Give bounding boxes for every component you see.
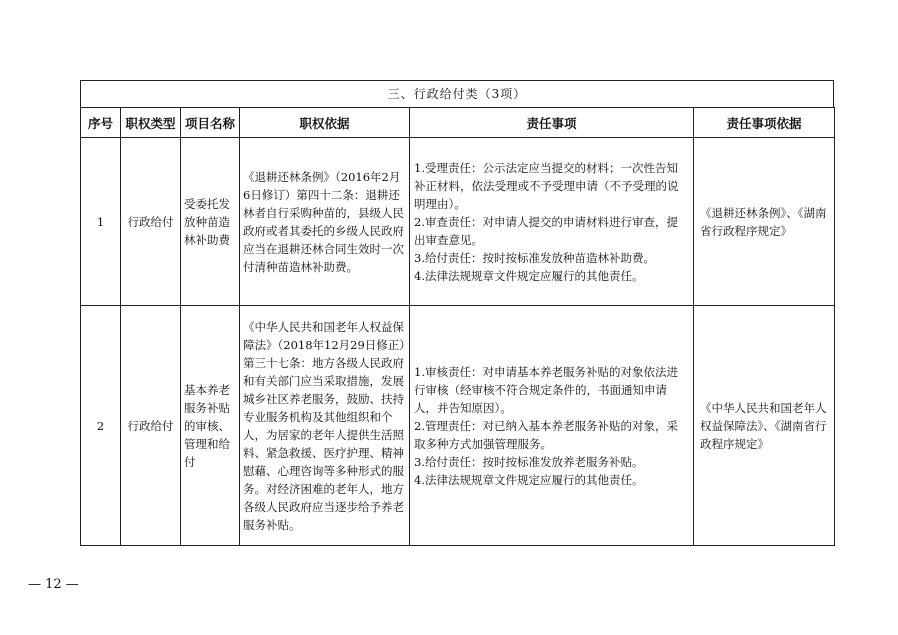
duty-item: 4.法律法规规章文件规定应履行的其他责任。	[414, 472, 644, 487]
row-name: 基本养老服务补贴的审核、管理和给付	[181, 306, 240, 546]
duty-list-sheet	[80, 80, 834, 546]
header-seq: 序号	[81, 108, 121, 138]
row-type: 行政给付	[121, 138, 181, 306]
row-duty-basis: 《中华人民共和国老年人权益保障法》、《湖南省行政程序规定》	[694, 306, 835, 546]
duty-table	[80, 107, 835, 546]
row-name: 受委托发放种苗造林补助费	[181, 138, 240, 306]
duty-item: 1.受理责任：公示法定应当提交的材料；一次性告知补正材料，依法受理或不予受理申请（不予受理的说明理由）。	[414, 160, 679, 211]
header-name: 项目名称	[181, 108, 240, 138]
duty-item: 3.给付责任：按时按标准发放养老服务补贴。	[414, 454, 644, 469]
row-duty-basis: 《退耕还林条例》、《湖南省行政程序规定》	[694, 138, 835, 306]
duty-item: 4.法律法规规章文件规定应履行的其他责任。	[414, 268, 644, 283]
header-row	[81, 108, 835, 138]
row-duties	[410, 306, 694, 546]
duty-item: 2.审查责任：对申请人提交的申请材料进行审查，提出审查意见。	[414, 214, 678, 247]
row-seq: 1	[81, 138, 121, 306]
section-title: 三、行政给付类（3项）	[80, 80, 834, 107]
header-type: 职权类型	[121, 108, 181, 138]
row-basis: 《中华人民共和国老年人权益保障法》（2018年12月29日修正）第三十七条：地方各级人民政府和有关部门应当采取措施，发展城乡社区养老服务，鼓励、扶持专业服务机构及其他组织和个人，为居家的老年人提供生活照料、紧急救援、医疗护理、精神慰藉、心理咨询等多种形式的服务。对经济困难的老年人，地方各级人民政府应当逐步给予养老服务补贴。	[240, 306, 410, 546]
page-number: — 12 —	[28, 577, 79, 592]
row-type: 行政给付	[121, 306, 181, 546]
header-basis: 职权依据	[240, 108, 410, 138]
duty-item: 3.给付责任：按时按标准发放种苗造林补助费。	[414, 250, 655, 265]
duty-item: 1.审核责任：对申请基本养老服务补贴的对象依法进行审核（经审核不符合规定条件的，书面通知申请人，并告知原因）。	[414, 364, 678, 415]
table-row	[81, 306, 835, 546]
duty-item: 2.管理责任：对已纳入基本养老服务补贴的对象，采取多种方式加强管理服务。	[414, 418, 678, 451]
row-duties	[410, 138, 694, 306]
row-seq: 2	[81, 306, 121, 546]
header-duties: 责任事项	[410, 108, 694, 138]
header-duty-basis: 责任事项依据	[694, 108, 835, 138]
row-basis: 《退耕还林条例》（2016年2月6日修订）第四十二条：退耕还林者自行采购种苗的，县级人民政府或者其委托的乡级人民政府应当在退耕还林合同生效时一次付清种苗造林补助费。	[240, 138, 410, 306]
table-row	[81, 138, 835, 306]
